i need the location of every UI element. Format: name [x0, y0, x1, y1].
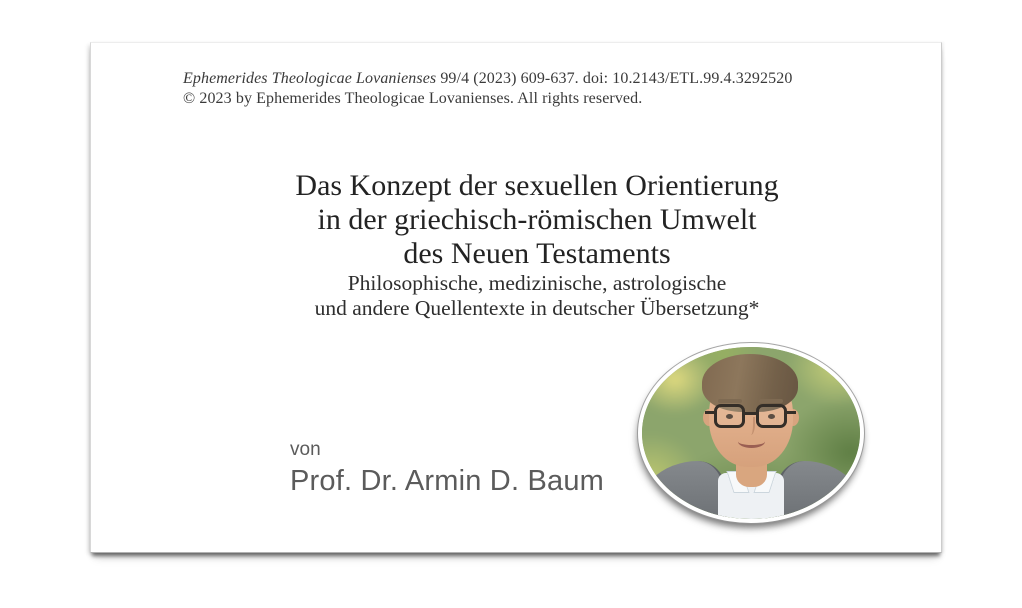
title-line-2: in der griechisch-römischen Umwelt: [317, 203, 757, 236]
journal-name: Ephemerides Theologicae Lovanienses: [183, 70, 437, 87]
author-portrait-photo: [638, 343, 864, 523]
portrait-glasses-lens-left: [714, 404, 745, 428]
article-title-page: [90, 42, 942, 553]
title-line-1: Das Konzept der sexuellen Orientierung: [295, 169, 779, 202]
citation-details: 99/4 (2023) 609-637. doi: 10.2143/ETL.99.4.3292520: [436, 70, 793, 87]
portrait-glasses-temple-right: [786, 411, 796, 414]
portrait-eyebrow-right: [759, 399, 783, 403]
portrait-eyebrow-left: [718, 399, 742, 403]
subtitle-line-2: und andere Quellentexte in deutscher Übersetzung*: [314, 295, 760, 320]
portrait-hair: [702, 354, 798, 412]
citation-line: [183, 69, 792, 89]
author-name: Prof. Dr. Armin D. Baum: [290, 465, 605, 497]
portrait-glasses-bridge: [744, 412, 757, 415]
title-line-3: des Neuen Testaments: [403, 237, 671, 270]
author-prefix: von: [290, 439, 321, 460]
author-block: [290, 439, 604, 498]
copyright-line: © 2023 by Ephemerides Theologicae Lovanienses. All rights reserved.: [183, 90, 643, 107]
subtitle-line-1: Philosophische, medizinische, astrologische: [347, 271, 727, 295]
article-subtitle: [112, 271, 962, 320]
citation-header: [183, 69, 792, 109]
portrait-glasses-lens-right: [756, 404, 787, 428]
portrait-glasses-temple-left: [705, 411, 715, 414]
portrait-smile: [738, 435, 765, 448]
article-title: [112, 169, 962, 271]
